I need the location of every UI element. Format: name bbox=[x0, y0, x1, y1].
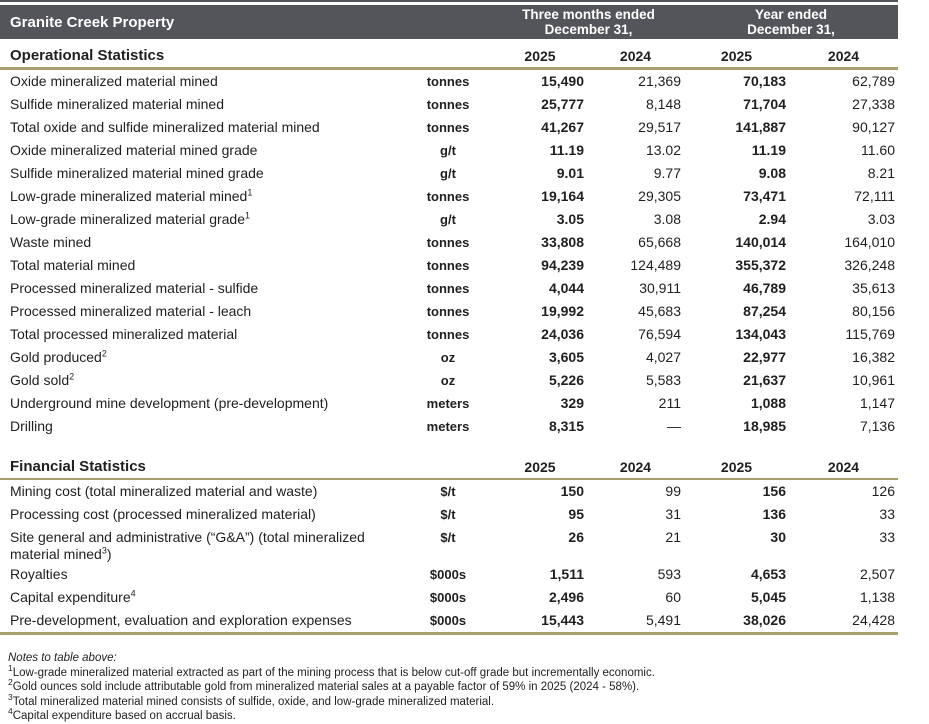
row-label-text: Waste mined bbox=[10, 234, 92, 250]
value-q4-2024: 5,583 bbox=[645, 372, 681, 388]
value-q4-2025: 2,496 bbox=[548, 589, 584, 605]
row-unit: $000s bbox=[429, 613, 467, 628]
row-unit: tonnes bbox=[426, 120, 470, 135]
row-label bbox=[0, 254, 403, 274]
value-q4-2025: 329 bbox=[560, 395, 584, 411]
table-row bbox=[0, 503, 898, 526]
table-header-band bbox=[0, 5, 898, 39]
value-q4-2024: 21,369 bbox=[638, 73, 681, 89]
value-q4-2024: 124,489 bbox=[630, 257, 681, 273]
col-group-three-months-line1: Three months ended bbox=[522, 7, 655, 22]
row-label-superscript: 2 bbox=[69, 371, 75, 382]
row-label-text: Sulfide mineralized material mined bbox=[10, 96, 224, 112]
row-label-superscript: 2 bbox=[101, 348, 107, 359]
value-q4-2024: 593 bbox=[657, 566, 681, 582]
value-fy-2025: 355,372 bbox=[735, 257, 786, 273]
row-label bbox=[0, 70, 403, 90]
row-unit: $/t bbox=[440, 507, 456, 522]
operational-rows bbox=[0, 70, 898, 438]
table-row bbox=[0, 185, 898, 208]
operational-section-header bbox=[0, 39, 898, 67]
value-q4-2024: — bbox=[667, 418, 681, 434]
table-row bbox=[0, 208, 898, 231]
value-fy-2025: 38,026 bbox=[743, 612, 786, 628]
value-fy-2024: 115,769 bbox=[845, 326, 895, 342]
table-row bbox=[0, 70, 898, 93]
table-row bbox=[0, 116, 898, 139]
footnote-4 bbox=[8, 706, 898, 724]
row-label-superscript: 3 bbox=[101, 545, 107, 556]
row-unit: tonnes bbox=[426, 74, 470, 89]
row-label-text: Processing cost (processed mineralized material) bbox=[10, 506, 316, 522]
row-label bbox=[0, 93, 403, 113]
value-fy-2024: 62,789 bbox=[852, 73, 895, 89]
col-group-year-ended-line1: Year ended bbox=[754, 7, 828, 22]
value-fy-2025: 87,254 bbox=[743, 303, 786, 319]
value-q4-2024: 3.08 bbox=[653, 211, 681, 227]
value-fy-2024: 1,138 bbox=[859, 589, 895, 605]
col-group-year-ended-line2: December 31, bbox=[747, 22, 835, 37]
row-label-text: Total material mined bbox=[10, 257, 136, 273]
row-label-text: Underground mine development (pre-development) bbox=[10, 395, 329, 411]
table-row bbox=[0, 323, 898, 346]
footnote-3 bbox=[8, 691, 898, 710]
value-fy-2024: 11.60 bbox=[861, 142, 895, 158]
row-label-text: Oxide mineralized material mined bbox=[10, 73, 218, 89]
value-fy-2025: 4,653 bbox=[750, 566, 786, 582]
year-header-q-2024: 2024 bbox=[619, 459, 652, 475]
row-label bbox=[0, 185, 403, 205]
row-label bbox=[0, 323, 403, 343]
row-unit: tonnes bbox=[426, 304, 470, 319]
row-label-text: Processed mineralized material - leach bbox=[10, 303, 252, 319]
row-label-text: Sulfide mineralized material mined grade bbox=[10, 165, 264, 181]
value-q4-2024: 76,594 bbox=[638, 326, 681, 342]
value-q4-2024: 4,027 bbox=[645, 349, 681, 365]
value-q4-2025: 5,226 bbox=[548, 372, 584, 388]
col-group-year-ended bbox=[684, 7, 898, 37]
row-label-text: Royalties bbox=[10, 566, 68, 582]
value-fy-2024: 27,338 bbox=[852, 96, 895, 112]
operational-section-title: Operational Statistics bbox=[10, 47, 165, 64]
value-fy-2024: 2,507 bbox=[859, 566, 895, 582]
table-row bbox=[0, 415, 898, 438]
value-q4-2025: 9.01 bbox=[556, 165, 584, 181]
year-header-q-2025: 2025 bbox=[524, 459, 556, 475]
value-fy-2024: 326,248 bbox=[844, 257, 895, 273]
year-header-fy-2025: 2025 bbox=[720, 48, 753, 64]
value-fy-2024: 33 bbox=[879, 529, 895, 545]
row-unit: g/t bbox=[440, 166, 456, 181]
footnotes bbox=[0, 651, 898, 724]
row-label bbox=[0, 503, 403, 523]
row-label-text: Pre-development, evaluation and exploration expenses bbox=[10, 612, 352, 628]
row-unit: meters bbox=[426, 396, 470, 411]
footnote-1 bbox=[8, 662, 898, 681]
value-q4-2025: 19,164 bbox=[541, 188, 584, 204]
table-row bbox=[0, 277, 898, 300]
value-fy-2025: 140,014 bbox=[735, 234, 786, 250]
table-row bbox=[0, 300, 898, 323]
value-q4-2024: 29,517 bbox=[638, 119, 681, 135]
value-q4-2024: 29,305 bbox=[638, 188, 681, 204]
row-unit: oz bbox=[440, 350, 456, 365]
value-q4-2025: 19,992 bbox=[541, 303, 584, 319]
footnote-2-text: Gold ounces sold include attributable gold from mineralized material sales at a payable factor of 59% in 2025 (2024 - 58%). bbox=[12, 681, 640, 694]
row-label bbox=[0, 563, 403, 583]
value-q4-2024: 9.77 bbox=[653, 165, 681, 181]
table-row bbox=[0, 586, 898, 609]
row-label-text: Processed mineralized material - sulfide bbox=[10, 280, 259, 296]
row-label-text: Drilling bbox=[10, 418, 53, 434]
value-fy-2024: 33 bbox=[879, 506, 895, 522]
footnote-1-sup: 1 bbox=[8, 662, 13, 673]
value-fy-2025: 141,887 bbox=[735, 119, 786, 135]
value-fy-2025: 73,471 bbox=[743, 188, 786, 204]
row-unit: tonnes bbox=[426, 235, 470, 250]
value-q4-2024: 60 bbox=[665, 589, 681, 605]
row-label-text: Total processed mineralized material bbox=[10, 326, 238, 342]
value-q4-2025: 15,443 bbox=[541, 612, 584, 628]
row-label-superscript: 1 bbox=[247, 187, 253, 198]
row-unit: meters bbox=[426, 419, 470, 434]
row-label bbox=[0, 277, 403, 297]
footnote-3-text: Total mineralized material mined consists of sulfide, oxide, and low-grade mineralized material. bbox=[12, 695, 495, 708]
footnote-3-sup: 3 bbox=[8, 691, 13, 702]
table-row bbox=[0, 346, 898, 369]
value-fy-2025: 18,985 bbox=[743, 418, 786, 434]
row-unit: $000s bbox=[429, 567, 467, 582]
value-fy-2025: 71,704 bbox=[743, 96, 786, 112]
value-fy-2025: 9.08 bbox=[758, 165, 786, 181]
row-label-text: Mining cost (total mineralized material and waste) bbox=[10, 483, 318, 499]
value-fy-2025: 2.94 bbox=[758, 211, 786, 227]
row-label bbox=[0, 586, 403, 606]
value-fy-2025: 22,977 bbox=[743, 349, 786, 365]
value-q4-2025: 3.05 bbox=[556, 211, 584, 227]
row-label bbox=[0, 346, 403, 366]
value-q4-2025: 33,808 bbox=[541, 234, 584, 250]
value-fy-2025: 156 bbox=[762, 483, 786, 499]
footnotes-title: Notes to table above: bbox=[8, 652, 117, 664]
value-fy-2024: 7,136 bbox=[859, 418, 895, 434]
value-q4-2025: 15,490 bbox=[541, 73, 584, 89]
table-row bbox=[0, 480, 898, 503]
value-fy-2024: 35,613 bbox=[852, 280, 895, 296]
value-fy-2025: 5,045 bbox=[750, 589, 786, 605]
row-label bbox=[0, 300, 403, 320]
row-label-text: Gold sold bbox=[10, 372, 70, 388]
footnote-4-text: Capital expenditure based on accrual basis. bbox=[12, 710, 236, 723]
value-fy-2025: 11.19 bbox=[751, 142, 786, 158]
value-fy-2025: 70,183 bbox=[743, 73, 786, 89]
value-fy-2025: 134,043 bbox=[735, 326, 786, 342]
table-row bbox=[0, 93, 898, 116]
row-label bbox=[0, 162, 403, 182]
value-q4-2025: 3,605 bbox=[548, 349, 584, 365]
value-q4-2025: 150 bbox=[560, 483, 584, 499]
value-fy-2024: 16,382 bbox=[852, 349, 895, 365]
year-header-q-2025: 2025 bbox=[524, 48, 556, 64]
value-fy-2025: 46,789 bbox=[743, 280, 786, 296]
row-label-superscript: 1 bbox=[245, 210, 251, 221]
value-fy-2025: 21,637 bbox=[743, 372, 786, 388]
value-fy-2025: 136 bbox=[762, 506, 786, 522]
row-label bbox=[0, 369, 403, 389]
table-row bbox=[0, 231, 898, 254]
value-fy-2024: 80,156 bbox=[852, 303, 895, 319]
value-q4-2024: 13.02 bbox=[645, 142, 681, 158]
value-q4-2025: 95 bbox=[568, 506, 584, 522]
row-unit: tonnes bbox=[426, 281, 470, 296]
value-q4-2024: 65,668 bbox=[638, 234, 681, 250]
row-label bbox=[0, 415, 403, 435]
top-rule bbox=[0, 0, 898, 2]
value-q4-2025: 25,777 bbox=[541, 96, 584, 112]
value-q4-2024: 211 bbox=[658, 395, 681, 411]
row-unit: tonnes bbox=[426, 97, 470, 112]
financial-section bbox=[0, 450, 898, 635]
value-fy-2024: 24,428 bbox=[852, 612, 895, 628]
row-unit: tonnes bbox=[426, 258, 470, 273]
value-fy-2025: 30 bbox=[770, 529, 786, 545]
row-unit: g/t bbox=[440, 212, 456, 227]
value-q4-2025: 24,036 bbox=[541, 326, 584, 342]
row-label-text: Site general and administrative (“G&A”) (total mineralized material mined bbox=[10, 529, 365, 562]
row-label-text: Total oxide and sulfide mineralized material mined bbox=[10, 119, 320, 135]
row-label bbox=[0, 526, 403, 563]
value-fy-2024: 8.21 bbox=[867, 165, 895, 181]
footnote-2 bbox=[8, 677, 898, 695]
year-header-fy-2025: 2025 bbox=[720, 459, 753, 475]
row-label bbox=[0, 480, 403, 500]
table-bottom-rule bbox=[0, 632, 898, 635]
year-header-fy-2024: 2024 bbox=[827, 459, 860, 475]
value-q4-2025: 1,511 bbox=[549, 566, 584, 582]
value-fy-2024: 72,111 bbox=[854, 188, 895, 204]
value-fy-2024: 164,010 bbox=[844, 234, 895, 250]
row-label bbox=[0, 139, 403, 159]
table-row bbox=[0, 369, 898, 392]
row-unit: tonnes bbox=[426, 189, 470, 204]
value-q4-2025: 94,239 bbox=[541, 257, 584, 273]
financial-section-title: Financial Statistics bbox=[10, 458, 146, 475]
row-unit: $/t bbox=[440, 484, 456, 499]
footnote-1-text: Low-grade mineralized material extracted as part of the mining process that is below cut-off grade but incrementally economic. bbox=[12, 666, 655, 679]
table-row bbox=[0, 139, 898, 162]
value-fy-2024: 1,147 bbox=[859, 395, 895, 411]
row-label-text: Low-grade mineralized material grade bbox=[10, 211, 246, 227]
value-q4-2025: 4,044 bbox=[548, 280, 584, 296]
row-label-text: Gold produced bbox=[10, 349, 102, 365]
financial-rows bbox=[0, 480, 898, 632]
year-header-fy-2024: 2024 bbox=[827, 48, 860, 64]
row-label bbox=[0, 231, 403, 251]
table-row bbox=[0, 254, 898, 277]
value-q4-2025: 11.19 bbox=[549, 142, 584, 158]
value-q4-2024: 21 bbox=[665, 529, 681, 545]
row-unit: tonnes bbox=[426, 327, 470, 342]
row-label-text: Low-grade mineralized material mined bbox=[10, 188, 248, 204]
year-header-q-2024: 2024 bbox=[619, 48, 652, 64]
row-label-suffix: ) bbox=[106, 546, 112, 562]
value-q4-2025: 8,315 bbox=[548, 418, 584, 434]
row-unit: $/t bbox=[440, 530, 456, 545]
financial-section-header bbox=[0, 450, 898, 478]
value-q4-2025: 26 bbox=[568, 529, 584, 545]
value-q4-2024: 99 bbox=[665, 483, 681, 499]
row-label-text: Capital expenditure bbox=[10, 589, 131, 605]
row-unit: g/t bbox=[440, 143, 456, 158]
table-row bbox=[0, 392, 898, 415]
row-label-text: Oxide mineralized material mined grade bbox=[10, 142, 258, 158]
value-fy-2024: 126 bbox=[871, 483, 895, 499]
value-q4-2024: 31 bbox=[665, 506, 681, 522]
row-label bbox=[0, 208, 403, 228]
row-label-superscript: 4 bbox=[130, 588, 136, 599]
footnote-2-sup: 2 bbox=[8, 677, 13, 688]
row-label bbox=[0, 609, 403, 629]
property-title: Granite Creek Property bbox=[10, 13, 175, 31]
value-fy-2024: 90,127 bbox=[852, 119, 895, 135]
value-q4-2025: 41,267 bbox=[541, 119, 584, 135]
row-unit: $000s bbox=[429, 590, 467, 605]
table-row bbox=[0, 563, 898, 586]
col-group-three-months bbox=[493, 7, 684, 37]
row-label bbox=[0, 392, 403, 412]
value-q4-2024: 8,148 bbox=[645, 96, 681, 112]
value-fy-2025: 1,088 bbox=[750, 395, 786, 411]
value-fy-2024: 3.03 bbox=[867, 211, 895, 227]
table-row bbox=[0, 609, 898, 632]
footnote-4-sup: 4 bbox=[8, 706, 13, 717]
table-row bbox=[0, 162, 898, 185]
row-label bbox=[0, 116, 403, 136]
value-fy-2024: 10,961 bbox=[852, 372, 895, 388]
value-q4-2024: 45,683 bbox=[638, 303, 681, 319]
col-group-three-months-line2: December 31, bbox=[544, 22, 633, 37]
value-q4-2024: 5,491 bbox=[645, 612, 681, 628]
row-unit: oz bbox=[440, 373, 456, 388]
value-q4-2024: 30,911 bbox=[639, 280, 681, 296]
table-row bbox=[0, 526, 898, 563]
